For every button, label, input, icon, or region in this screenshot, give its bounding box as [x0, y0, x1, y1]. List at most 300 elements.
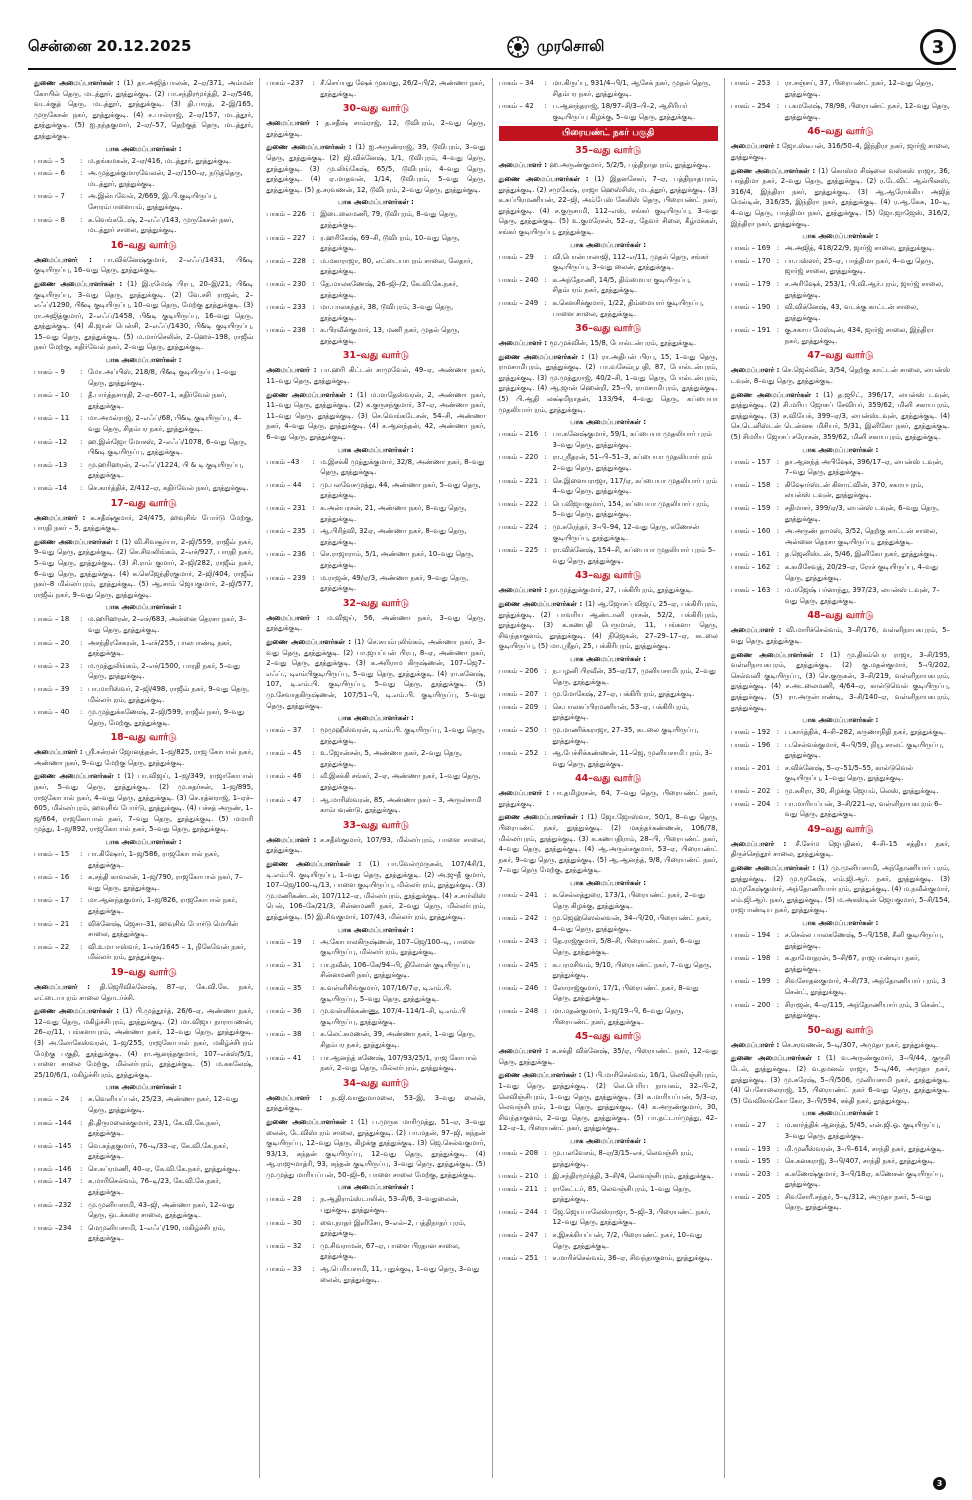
booth-member: ச.மாரிச்செல்வம், 36–ஏ, சிவந்தாகுளம், தூத்துக்குடி.	[552, 1254, 713, 1263]
member-paragraph: அமைப்பாளர் : வி.மாரிச்செல்வம், 3–சி/176, வள்ளிநாயகபுரம், 5–வது தெரு, தூத்துக்குடி.	[730, 626, 950, 645]
member-paragraph: அமைப்பாளர் : க.சதீஷ்குமார், 24/475, ஹவுசிங் போர்டு மேற்கு, பாரதி நகர் – 5, தூத்துக்குடி.	[34, 513, 254, 533]
colon: :	[312, 1053, 315, 1062]
booth-member: கு.சகாய மேஸ்டின், 434, ஜார்ஜ் சாலை, இந்திரா நகர், தூத்துக்குடி.	[784, 326, 934, 345]
booth-row	[266, 573, 485, 594]
colon: :	[776, 504, 780, 512]
booth-member: சிராஜன், 4–ஏ/115, அந்தோணியார்புரம், 3 சென்ட், தூத்துக்குடி.	[784, 1000, 945, 1020]
booth-number: பாகம் – 11	[34, 414, 70, 423]
booth-member: ப.கார்த்திக், 4–சி–282, கருணாநிதி நகர், தூத்துக்குடி.	[784, 728, 947, 737]
booth-member: வெ.கந்தகுமார், 76–டி/33–ஏ, கே.வி.கே.நகர், தூத்துக்குடி.	[88, 1141, 229, 1161]
colon: :	[544, 275, 547, 284]
booth-number: பாகம் – 190	[730, 303, 771, 312]
colon: :	[80, 156, 83, 165]
booth-row	[34, 684, 253, 705]
colon: :	[80, 684, 83, 693]
date-city: சென்னை 20.12.2025	[28, 37, 192, 55]
column-4	[725, 78, 956, 1478]
booth-member: சு.வெளியப்பன், 25/23, அண்ணா நகர், 12–வது தெரு, தூத்துக்குடி.	[88, 1095, 239, 1114]
subheading: பாக அமைப்பாளர்கள் :	[802, 232, 879, 241]
ward-heading: 45–வது வார்டு	[575, 1031, 642, 1043]
colon: :	[312, 937, 315, 946]
member-paragraph: துணை அமைப்பாளர்கள் : (1) இதனசேகர், 7–ஏ, பத்திநாதபுரம், தூத்துக்குடி. (2) சமுகேஷ், ராஜா ஹெஸ்சிஸ், மடத்தூர், தூத்துக்குடி. (3) க.சுப்பிரமணியன், 22–ஜி, அம்பேஸ் கேலிஸ் தெரு, பிரையண்ட் நகர், தூத்துக்குடி. (4) ச.குருசாமி, 112–எஸ், சங்கர் குடியிருப்பு, 3–வது தெரு, தூத்துக்குடி. (5) உ.குமரேசன், 52–ஏ, தேவர் சிலை, கீழ்மக்கள், சங்கர் குடியிருப்பு, தூத்துக்குடி.	[498, 174, 718, 236]
booth-number: பாகம் – 159	[730, 504, 771, 512]
subheading: பாக அமைப்பாளர்கள் :	[570, 879, 647, 888]
booth-number: பாகம் –234	[34, 1223, 72, 1232]
role-label: துணை அமைப்பாளர்கள் :	[730, 390, 824, 399]
booth-row	[266, 983, 485, 1004]
role-label: துணை அமைப்பாளர்கள் :	[266, 860, 370, 869]
booth-row	[731, 526, 950, 547]
colon: :	[544, 1207, 547, 1216]
colon: :	[312, 1265, 315, 1274]
member-paragraph: துணை அமைப்பாளர்கள் : (1) மு.முனியசாமி, அந்தோணியார் புரம், தூத்துக்குடி. (2) மு.மூகேஷ், எம்.ஜி.ஆர். நகர், தூத்துக்குடி. (3) ம.முகேஷ்குமார், அந்தோணியார்புரம், தூத்துக்குடி. (4) ம.நவீன்குமார், எம்.ஜி.ஆர். நகர், தூத்துக்குடி. (5) ம.அகஸ்டின் ஜெயகுமார், 5–சி/154, ராஜபாண்டிய நகர், தூத்துக்குடி.	[730, 864, 950, 915]
colon: :	[776, 550, 780, 559]
member-paragraph: அமைப்பாளர் : க.சக்தி விக்னேஷ், 35/ஏ, பிரையண்ட் நகர், 12–வது தெரு, தூத்துக்குடி.	[498, 1047, 718, 1066]
booth-row	[34, 367, 253, 388]
colon: :	[776, 527, 780, 536]
booth-number: பாகம் – 230	[266, 279, 306, 288]
booth-member: சு.மாரிசெல்வம், 76–டி/23, கே.வி.கே.நகர், தூத்துக்குடி.	[88, 1177, 222, 1197]
booth-number: பாகம் – 22	[34, 942, 70, 951]
booth-number: பாகம் –145	[34, 1141, 72, 1150]
booth-member: க.கௌசிக்குமார், 1/22, திம்மையார் குடியிருப்பு, பாளை சாலை, தூத்துக்குடி.	[552, 298, 704, 318]
booth-number: பாகம் – 208	[498, 1148, 539, 1157]
booth-number: பாகம் – 157	[730, 457, 771, 466]
booth-member: க.கமிசேவுத், 20/29–ஏ, ரோச் குடியிருப்பு, 4–வது தெரு, தூத்துக்குடி.	[784, 562, 938, 582]
colon: :	[776, 1000, 780, 1009]
colon: :	[80, 368, 83, 377]
booth-member: அ.கோபாலகிருஷ்ணன், 107–ஜெ/100–டி, பாளை குடியிருப்பு, மில்லர்புரம், தூத்துக்குடி.	[320, 937, 475, 957]
booth-member: ராகேட்டர், 85, லெவஞ்சிபுரம், 1–வது தெரு, தூத்துக்குடி.	[552, 1184, 692, 1204]
booth-member: மு.முனியசாமி, 43–ஜி, அண்ணா நகர், 12–வது தெரு, ஒடக்கரை சாலை, தூத்துக்குடி.	[88, 1200, 235, 1220]
booth-number: பாகம் – 250	[498, 725, 539, 734]
booth-number: பாகம் – 245	[498, 960, 539, 969]
booth-number: பாகம் –43	[266, 457, 300, 466]
booth-member: செ.சுப்ரமணி, 40–ஏ, கே.வி.கே.நகர், தூத்துக்குடி.	[88, 1164, 241, 1173]
booth-member: ரா.சஞ்சய், 37, பிரையண்ட் நகர், 12–வது தெரு, தூத்துக்குடி.	[784, 79, 934, 98]
booth-number: பாகம் – 205	[730, 1192, 771, 1201]
booth-row	[266, 457, 485, 478]
booth-row	[34, 168, 253, 189]
subheading: பாக அமைப்பாளர்கள் :	[802, 919, 879, 927]
subheading: பாக அமைப்பாளர்கள் :	[337, 925, 414, 934]
booth-row	[499, 1006, 718, 1027]
booth-number: பாகம் – 200	[730, 1000, 771, 1009]
booth-row	[34, 437, 253, 458]
subheading: பாக அமைப்பாளர்கள் :	[802, 716, 879, 725]
colon: :	[80, 169, 83, 178]
booth-row	[266, 795, 485, 816]
booth-number: பாகம் – 33	[266, 1265, 302, 1274]
booth-number: பாகம் – 249	[498, 298, 539, 307]
booth-number: பாகம் – 240	[498, 275, 539, 284]
booth-row	[266, 960, 485, 981]
booth-row	[499, 522, 718, 543]
member-paragraph: அமைப்பாளர் : ஸ்ரீ.சன்ரன் ஜோனத்தன், 1–ஜ/825, ராஜ கோபால் நகர், அண்ணா நகர், 9–வது மேற்கு தெரு, தூத்துக்குடி.	[34, 748, 254, 767]
booth-member: ம.ஹரிஹரன், 2–எச்/683, அன்னை தெரசா நகர், 3–வது தெரு, தூத்துக்குடி.	[88, 615, 247, 634]
booth-row	[731, 786, 950, 797]
booth-row	[34, 1223, 253, 1244]
booth-member: சிவசோதனகுமார், 4–சி/73, அந்தோணியார் புரம், 3 சென்ட், தூத்துக்குடி.	[784, 977, 946, 996]
booth-row	[34, 1164, 253, 1175]
booth-number: பாகம் – 161	[730, 550, 771, 559]
booth-row	[499, 1207, 718, 1228]
booth-member: பா.மாரிஸ்வர், 2–ஜி/498, ராஜீவ் நகர், 9–வது தெரு, மில்லர்புரம், தூத்துக்குடி.	[88, 684, 250, 704]
paper-name: முரசொலி	[536, 37, 605, 55]
booth-member: இ.சந்திரமூர்த்தி, 3–சி/4, லெவஞ்சிபுரம், தூத்துக்குடி.	[552, 1172, 714, 1181]
booth-row	[499, 890, 718, 911]
booth-number: பாகம் – 199	[730, 977, 771, 986]
role-label: அமைப்பாளர் :	[498, 1047, 552, 1056]
booth-member: ச.இசக்கியப்பன், 7/2, பிரையண்ட் நகர், 10–வது தெரு, தூத்துக்குடி.	[552, 1231, 703, 1250]
ward-heading: 36–வது வார்டு	[575, 323, 642, 335]
booth-number: பாகம் – 30	[266, 1218, 302, 1227]
booth-row	[731, 1120, 950, 1141]
booth-number: பாகம் – 225	[498, 546, 539, 555]
booth-member: மோ.அப்பிஸ், 218/8, பி&டி குடியிருப்பு 1–வது தெரு, தூத்துக்குடி.	[88, 368, 237, 387]
role-label: அமைப்பாளர் :	[34, 748, 86, 757]
colon: :	[776, 1121, 780, 1130]
booth-row	[731, 480, 950, 501]
booth-row	[731, 256, 950, 277]
member-paragraph: துணை அமைப்பாளர்கள் : (1) ஐ.அருண்ராஜ், 39, டூவிபுரம், 3–வது தெரு, தூத்துக்குடி. (2) ஜி.விக்னேஷ், 1/1, டூவிபுரம், 4–வது தெரு, தூத்துக்குடி. (3) மு.லிங்கேஷ், 65/5, டூவிபுரம், 4–வது தெரு, தூத்துக்குடி. (4) ஏ.மாதவன், 1/14, டூவிபுரம், 5–வது தெரு, தூத்துக்குடி. (5) த.சரவணன், 12, டூவிபுரம், 2–வது தெரு, தூத்துக்குடி.	[266, 143, 486, 194]
booth-member: ச.செல்ல பாலகணேஷ், 5–பி/158, சீனி குடியிருப்பு, தூத்துக்குடி.	[784, 931, 944, 950]
role-label: துணை அமைப்பாளர்கள் :	[498, 813, 588, 822]
booth-member: ம.தங்கமகன், 2–ஏ/416, மடத்தூர், தூத்துக்குடி.	[88, 156, 232, 165]
booth-member: ம.கார்த்திக் ஆனந்த், 5/45, என்.ஜி.ஓ. குடியிருப்பு, 3–வது தெரு, தூத்துக்குடி.	[784, 1121, 941, 1140]
colon: :	[80, 1200, 83, 1209]
member-paragraph: துணை அமைப்பாளர்கள் : (1) இ.ரமேஷ் பிரபு, 20–இ/21, பி&டி குடியிருப்பு, 3–வது தெரு, தூத்துக்குடி. (2) வே.சசி ராஜன், 2–எஃப்/1290, பி&டி குடியிருப்பு, 10–வது தெரு, மேற்கு தூத்துக்குடி. (3) ரா.அஜித்குமார், 2–எஃப்/1458, பி&டி குடியிருப்பு, 16–வது தெரு, தூத்துக்குடி. (4) கி.ஜான் பென்சி, 2–எஃப்/1430, பி&டி குடியிருப்பு, 15–வது தெரு, தூத்துக்குடி. (5) ம.மார்செலின், 2–ஹெச்–198, ராஜீவ் நகர் மேற்கு, கதிர்வேல் நகர், 2–வது தெரு, தூத்துக்குடி.	[34, 279, 254, 352]
colon: :	[776, 480, 780, 489]
booth-member: செ.இளையராஜா, 117/ஏ, கப்பையா முதலியார் புரம் 4–வது தெரு, தூத்துக்குடி.	[552, 476, 717, 496]
booth-member: ஆ.பேச்சிக்கண்ணன், 11–ஜெ, முனியசாமி புரம், 3–வது தெரு, தூத்துக்குடி.	[552, 749, 713, 768]
booth-number: பாகம் –237	[266, 79, 304, 87]
booth-member: லோராஜ்குமார், 17/1, பிரையண்ட் நகர், 8–வது தெரு, தூத்துக்குடி.	[552, 983, 699, 1003]
booth-member: ம.இசக்கி முத்துக்குமார், 32/8, அண்ணா நகர், 8–வது தெரு, தூத்துக்குடி.	[320, 457, 485, 477]
booth-number: பாகம் – 42	[498, 102, 534, 111]
booth-number: பாகம் – 24	[34, 1095, 70, 1104]
booth-number: பாகம் – 19	[266, 937, 302, 946]
booth-row	[499, 960, 718, 981]
colon: :	[80, 638, 83, 647]
colon: :	[776, 102, 780, 111]
booth-number: பாகம் – 210	[498, 1172, 539, 1181]
role-label: துணை அமைப்பாளர்கள் :	[498, 352, 589, 361]
ward-heading: 47–வது வார்டு	[807, 350, 874, 362]
booth-member: க.செல்லத்துரை, 173/1, பிரையண்ட் நகர், 2–வது தெரு கிழக்கு, தூத்துக்குடி.	[552, 891, 705, 910]
booth-member: பா.நவீன், 106–கே/94–பி, திலோன் குடியிருப்பு, சின்னமணி நகர், தூத்துக்குடி.	[320, 960, 471, 980]
booth-row	[499, 1230, 718, 1251]
booth-number: பாகம் – 222	[498, 499, 539, 508]
booth-row	[731, 953, 950, 974]
booth-member: ஆ.பெரியசாமி, 11, புதுக்குடி, 1–வது தெரு, 3–வது லைன், தூத்துக்குடி.	[320, 1265, 480, 1284]
booth-row	[499, 101, 718, 122]
colon: :	[544, 1148, 547, 1157]
booth-row	[34, 1176, 253, 1197]
colon: :	[80, 1223, 83, 1232]
colon: :	[544, 690, 547, 699]
booth-member: ர.ஹரிகேஷ், 69–சி, டூவிபுரம், 10–வது தெரு, தூத்துக்குடி.	[320, 233, 460, 253]
member-paragraph: துணை அமைப்பாளர்கள் : (1) வ.அருண்குமார், 3–பி/44, குருசி டேல், தூத்துக்குடி. (2) வ.தமனவ் ராஜா, 5–டி/46, அமுதா நகர், தூத்துக்குடி. (3) மு.சுரேஷ், 5–பி/506, முனியசாமி நகர், தூத்துக்குடி. (4) பெசோலைராஜ், 15, பிரையண்ட் நகர் 6–வது தெரு, தூத்துக்குடி. (5) வேவிளங்கோ கோ, 3–பி/594, சக்தி நகர், தூத்துக்குடி.	[730, 1054, 950, 1105]
booth-row	[34, 390, 253, 411]
ward-heading: 19–வது வார்டு	[110, 966, 177, 978]
member-paragraph: துணை அமைப்பாளர்கள் : (1) பா.விஜய், 1–ஜ/349, ராஜாகோபால் நகர், 5–வது தெரு, தூத்துக்குடி. (2) மு.சுதர்சன், 1–ஜ/895, ராஜகோபால் நகர், 4–வது தெரு, தூத்துக்குடி. (3) செ.ரத்னராஜ், 1–ஏச்–605, மில்லர்புரம், ஹவுசிங் போர்டு, தூத்துக்குடி. (4) பச்சத் அருண், 1–ஜ/664, ராஜகோபால் நகர், 7–வது தெரு, தூத்துக்குடி. (5) மமாரி முத்து, 1–ஜ/892, ராஜகோபால் நகர், 5–வது தெரு, தூத்துக்குடி.	[34, 772, 254, 834]
colon: :	[544, 960, 547, 969]
booth-number: பாகம் – 34	[498, 79, 534, 87]
booth-number: பாகம் – 202	[730, 787, 771, 796]
booth-row	[731, 1156, 950, 1167]
member-paragraph: துணை அமைப்பாளர்கள் : (1) மு.திகம்பெர ராஜா, 3–சி/195, வள்ளிநாயகபுரம், தூத்துக்குடி. (2) கு.மதன்குமார், 5–பி/202, செல்வனி குடியிருப்பு, (3) செ.குருகன், 3–சி/219, வள்ளிநாயகபுரம், தூத்துக்குடி. (4) ச.அடலைமணி, 4/64–ஏ, கால்டுவெல் குடியிருப்பு, தூத்துக்குடி. (5) ரா.அருள்பாண்டி, 3–சி/140–ஏ, வள்ளிநாயகபுரம், தூத்துக்குடி.	[730, 650, 950, 712]
booth-number: பாகம் – 216	[498, 430, 539, 439]
booth-row	[266, 325, 485, 346]
ward-heading: 31–வது வார்டு	[342, 350, 409, 362]
booth-member: மு.மாணிக்கராஜா, 27–35, சுடலை குடியிருப்பு, தூத்துக்குடி.	[552, 725, 699, 745]
role-label: அமைப்பாளர் :	[266, 1093, 332, 1102]
booth-member: செ.கனகராஜ், 3–பி/407, சாந்தி நகர், தூத்துக்குடி.	[784, 1157, 936, 1166]
booth-member: ரா.விக்னேஷ், 154–சி, கப்பையா முதலியார் புரம் 5–வது தெரு, தூத்துக்குடி.	[552, 546, 716, 565]
booth-number: பாகம் – 17	[34, 896, 70, 905]
booth-row	[266, 1241, 485, 1262]
booth-row	[731, 562, 950, 583]
booth-row	[499, 666, 718, 687]
booth-member: மா.ஆனந்தகுமார், 1–ஜ/826, ராஜகோபால் நகர், தூத்துக்குடி.	[88, 896, 238, 915]
booth-member: த.ஜெனிஸ்டன், 5/46, இனிகோ நகர், தூத்துக்குடி.	[784, 550, 938, 559]
colon: :	[80, 484, 83, 492]
booth-row	[34, 872, 253, 893]
booth-row	[266, 1006, 485, 1027]
role-label: துணை அமைப்பாளர்கள் :	[730, 1054, 826, 1063]
booth-member: க.லெட்சுமணன், 39, அண்ணா நகர், 1–வது தெரு, சிதம்பர நகர், தூத்துக்குடி.	[320, 1030, 476, 1049]
colon: :	[776, 562, 780, 571]
booth-number: பாகம் – 233	[266, 303, 306, 312]
booth-number: பாகம் – 169	[730, 244, 771, 253]
booth-number: பாகம் –147	[34, 1177, 72, 1186]
booth-member: ச.அரிஷேக், 253/1, பி.வி.ஆர்.புரம், ஜார்ஜ் சாலை, தூத்துக்குடி.	[784, 279, 944, 299]
booth-member: ம.முத்துலிங்கம், 2–எச்/1500, பாரதி நகர், 5–வது தெரு, தூத்துக்குடி.	[88, 661, 240, 681]
colon: :	[312, 256, 315, 265]
member-paragraph: அமைப்பாளர் : நா.முத்துக்குமார், 27, பக்கிரிபுரம், தூத்துக்குடி.	[498, 586, 694, 595]
colon: :	[80, 1095, 83, 1104]
booth-number: பாகம் – 221	[498, 476, 539, 485]
colon: :	[312, 573, 315, 582]
booth-number: பாகம் – 242	[498, 914, 539, 923]
booth-row	[34, 895, 253, 916]
member-paragraph: அமைப்பாளர் : ச.சதீஸ்குமார், 107/93, மில்லர்புரம், பாளை சாலை, தூத்துக்குடி.	[266, 835, 486, 855]
booth-number: பாகம் – 18	[34, 615, 70, 624]
role-label: துணை அமைப்பாளர்கள் :	[266, 637, 355, 646]
booth-row	[499, 452, 718, 473]
booth-number: பாகம் – 15	[34, 850, 70, 859]
role-label: அமைப்பாளர் :	[34, 255, 104, 264]
role-label: அமைப்பாளர் :	[266, 613, 328, 622]
booth-number: பாகம் –12	[34, 437, 68, 446]
colon: :	[80, 192, 83, 201]
ward-heading: 49–வது வார்டு	[807, 823, 874, 835]
booth-row	[499, 1148, 718, 1169]
ward-heading: 32–வது வார்டு	[342, 597, 409, 609]
booth-member: மு.முத்துக்கணேஷ், 2–ஜி/599, ராஜீவ் நகர், 9–வது தெரு, மேற்கு, தூத்துக்குடி.	[88, 708, 245, 727]
subheading: பாக அமைப்பாளர்கள் :	[570, 240, 647, 249]
booth-number: பாகம் – 39	[34, 684, 70, 693]
booth-member: ரா.ஸ்ரீதரன், 51–பி–51–3, கப்பையா முதலியார்புரம் 2–வது தெரு, தூத்துக்குடி.	[552, 453, 713, 473]
colon: :	[544, 102, 547, 111]
member-paragraph: துணை அமைப்பாளர்கள் : (1) பி.முத்தூர்த், 26/6–ஏ, அண்ணா நகர், 12–வது தெரு, மகிழ்ச்சிபுரம், தூத்துக்குடி. (2) மா.விஜய நாராயணன், 26–ஏ/11, பங்களாபுரம், அண்ணா நகர், 12–வது தெரு, தூத்துக்குடி. (3) அ.லோகேஸ்வரன், 1–ஜ/255, ராஜகோபால் நகர், மகிழ்ச்சிபுரம் மேற்கு பகுதி, தூத்துக்குடி. (4) ரா.ஆனந்தகுமார், 107–எக்ஸ்/5/1, பாளை சாலை மேற்கு, மில்லர்புரம், தூத்துக்குடி. (5) ம.சுகலேஷ், 25/10/6/1, மகிழ்ச்சிபுரம், தூத்துக்குடி.	[34, 1007, 254, 1079]
subheading: பாக அமைப்பாளர்கள் :	[337, 714, 414, 723]
subheading: பாக அமைப்பாளர்கள் :	[570, 1136, 647, 1145]
booth-number: பாகம் – 16	[34, 873, 70, 882]
booth-number: பாகம் –144	[34, 1118, 72, 1127]
booth-row	[499, 702, 718, 723]
booth-number: பாகம் – 44	[266, 480, 302, 489]
booth-member: அ.அருண் தாமஸ், 3/52, தெற்கு காட்டன் சாலை, அன்னை தெரசா குடியிருப்பு, தூத்துக்குடி.	[784, 527, 938, 546]
colon: :	[544, 523, 547, 531]
subheading: பாக அமைப்பாளர்கள் :	[802, 445, 879, 454]
booth-member: மா.மதன்குமார், 1–ஜ/19–பி, 6–வது தெரு, பிரையண்ட் நகர், தூத்துக்குடி.	[552, 1006, 684, 1026]
booth-number: பாகம் – 235	[266, 527, 306, 536]
colon: :	[544, 1231, 547, 1240]
booth-row	[499, 983, 718, 1004]
booth-number: பாகம் – 201	[730, 763, 771, 772]
booth-row	[266, 549, 485, 570]
role-label: துணை அமைப்பாளர்கள் :	[266, 390, 357, 399]
booth-number: பாகம் – 46	[266, 772, 302, 781]
booth-row	[34, 707, 253, 728]
footer-page-number: 3	[933, 1477, 946, 1490]
ward-heading: 46–வது வார்டு	[807, 126, 874, 138]
subheading: பாக அமைப்பாளர்கள் :	[105, 838, 182, 847]
booth-member: க.வெங்கடேஷ், 2–எஃப்/143, முருகேசன் நகர், மடத்தூர் சாலை, தூத்துக்குடி.	[88, 215, 234, 235]
colon: :	[776, 279, 780, 288]
member-paragraph: அமைப்பாளர் : ஜோ.ஸ்டீபன், 316/50–4, இந்திரா நகர், ஜார்ஜ் சாலை, தூத்துக்குடி.	[730, 142, 951, 161]
role-label: அமைப்பாளர் :	[730, 626, 786, 635]
booth-member: க.கணேஷ்குமார், 3–பி/18ஏ, கணேசன் குடியிருப்பு, தூத்துக்குடி.	[784, 1169, 944, 1189]
booth-number: பாகம் – 244	[498, 1207, 539, 1216]
booth-member: ம.மகாராஜா, 80, எட்டையாபுரம் சாலை, லேதார், தூத்துக்குடி.	[320, 256, 473, 276]
subheading: பாக அமைப்பாளர்கள் :	[337, 1183, 414, 1192]
colon: :	[80, 1164, 83, 1173]
role-label: அமைப்பாளர் :	[266, 835, 321, 844]
booth-row	[731, 976, 950, 997]
colon: :	[544, 1254, 547, 1263]
booth-row	[266, 302, 485, 323]
booth-number: பாகம் – 8	[34, 215, 65, 224]
booth-number: பாகம் – 192	[730, 728, 771, 737]
booth-member: மு.மோகேஷ், 27–ஏ, பக்கிரிபுரம், தூத்துக்குடி.	[552, 690, 695, 699]
booth-row	[499, 1253, 718, 1264]
member-paragraph: துணை அமைப்பாளர்கள் : (1) தா.அஜித்பாலன், 2–ஏ/371, அம்மன் கோயில் தெரு, மடத்தூர், தூத்துக்குடி. (2) பா.சந்திரமூர்த்தி, 2–ஏ/546, வடக்குத் தெரு, மடத்தூர், தூத்துக்குடி. (3) தி.பாரத், 2–இ/165, முருகேசன் நகர், தூத்துக்குடி. (4) ச.பால்ராஜ், 2–ஏ/157, மடத்தூர், தூத்துக்குடி. (5) ஐ.நந்தகுமார், 2–ஏ/–57, தெற்குத் தெரு, மடத்தூர், தூத்துக்குடி.	[34, 79, 254, 140]
role-label: துணை அமைப்பாளர்கள் :	[498, 174, 595, 183]
booth-row	[34, 1118, 253, 1139]
colon: :	[776, 457, 780, 466]
booth-number: பாகம் – 226	[266, 210, 306, 219]
booth-member: விக்னேஷ், ஜெசா–31, ஹவுசிங் போர்டு மெயின் சாலை, தூத்துக்குடி.	[88, 919, 238, 939]
booth-row	[266, 937, 485, 958]
booth-row	[499, 913, 718, 934]
booth-row	[266, 526, 485, 547]
role-label: துணை அமைப்பாளர்கள் :	[34, 537, 122, 546]
role-label: துணை அமைப்பாளர்கள் :	[730, 650, 831, 659]
booth-member: க.அந்தோணி, 14/5, திம்மையா குடியிருப்பு, சிதம்பரம் நகர், தூத்துக்குடி.	[552, 275, 692, 295]
colon: :	[544, 891, 547, 900]
member-paragraph: அமைப்பாளர் : பா.ஹரி கிட்டன் சாமுவேல், 49–ஏ, அண்ணா நகர், 11–வது தெரு, தூத்துக்குடி.	[266, 366, 486, 386]
colon: :	[776, 728, 780, 737]
colon: :	[80, 708, 83, 717]
member-paragraph: அமைப்பாளர் : ஹ.அருண்குமார், 5/2/5, பத்திநாதபுரம், தூத்துக்குடி.	[498, 161, 711, 170]
subheading: பாக அமைப்பாளர்கள் :	[105, 356, 182, 365]
colon: :	[312, 504, 315, 512]
ward-heading: 34–வது வார்டு	[342, 1077, 409, 1089]
booth-row	[34, 614, 253, 635]
paper-title	[507, 36, 605, 58]
booth-member: ந.பழனி பிரவீன், 35–ஏ/17, முனியசாமிபுரம், 2–வது தெரு, தூத்துக்குடி.	[552, 666, 716, 686]
colon: :	[312, 726, 315, 735]
member-paragraph: துணை அமைப்பாளர்கள் : (1) பி.மாரிசெல்வம், 16/1, லெவிஞ்சிபுரம், 1–வது தெரு, தூத்துக்குடி. (2) லெ.பெரிய நாயகம், 32–பி–2, லெவிஞ்சிபுரம், 1–வது தெரு, தூத்துக்குடி. (3) க.மாரியப்பன், 5/3–ஏ, லெவஞ்சிபுரம், 1–வது தெரு, தூத்துக்குடி. (4) க.அருண்குமார், 30, சிவந்தாகுளம், 2–வது தெரு, தூத்துக்குடி. (5) பா.தட்டார்முத்து, 42–12–ஏ–1, பிரையண்ட் நகர், தூத்துக்குடி.	[498, 1071, 718, 1133]
colon: :	[312, 527, 315, 536]
booth-number: பாகம் –232	[34, 1200, 72, 1209]
booth-row	[34, 942, 253, 963]
booth-row	[266, 748, 485, 769]
booth-member: செ.பாலசுப்பிரமணியன், 53–ஏ, பக்கிரிபுரம், தூத்துக்குடி.	[552, 702, 690, 722]
booth-row	[731, 549, 950, 560]
colon: :	[312, 1241, 315, 1250]
booth-member: மு.ஜெஹ்ஸெல்லவன், 34–பி/20, பிரையண்ட் நகர், 4–வது தெரு, தூத்துக்குடி.	[552, 914, 712, 933]
booth-member: தீ.பார்த்தசாரதி, 2–ஏ–607–1, கதிர்வேல் நகர், தூத்துக்குடி.	[88, 391, 227, 410]
booth-number: பாகம் – 158	[730, 480, 771, 489]
booth-member: தா.ஆனந்த் அபிஷேக், 396/17–ஏ, லயன்ஸ் டவுன், 7–வது தெரு, தூத்துக்குடி.	[784, 457, 944, 477]
booth-number: பாகம் – 191	[730, 326, 771, 335]
booth-row	[266, 209, 485, 230]
booth-row	[34, 413, 253, 434]
member-paragraph: துணை அமைப்பாளர்கள் : (1) ஜோ.ஜோஸ்வா, 50/1, 8–வது தெரு, பிரையண்ட் நகர், தூத்துக்குடி. (2) மகந்தர்கண்ணன், 106/78, மில்லர்புரம், தூத்துக்குடி. (3) க.கணபதிராம், 28–பி, பிரையண்ட் நகர், 4–வது தெரு, தூத்துக்குடி. (4) ஆ.அருள்சகுமார், 53–ஏ, பிரையண்ட் நகர், 9–வது தெரு, தூத்துக்குடி. (5) ஆ.ஆனந்த், 9/8, பிரையண்ட் நகர், 7–வது தெரு மேற்கு, தூத்துக்குடி.	[498, 813, 718, 875]
booth-row	[266, 1194, 485, 1215]
column-2	[260, 78, 492, 1478]
booth-row	[731, 1169, 950, 1190]
booth-member: க.வள்ளிசிங்குமார், 107/16/7ஏ, டி.எம்.பி. குடியிருப்பு, 5–வது தெரு, தூத்துக்குடி.	[320, 983, 452, 1003]
colon: :	[312, 983, 315, 992]
member-paragraph: அமைப்பாளர் : பா.விக்னேஷ்குமார், 2–எஃப்/1431, பி&டி குடியிருப்பு, 16–வது தெரு, தூத்துக்குடி.	[34, 255, 254, 275]
member-paragraph: அமைப்பாளர் : மூ.முக்வின், 15/8, போல்டன்புரம், தூத்துக்குடி.	[498, 339, 697, 348]
booth-number: பாகம் – 238	[266, 326, 306, 335]
booth-row	[499, 429, 718, 450]
colon: :	[776, 1157, 780, 1166]
role-label: அமைப்பாளர் :	[34, 513, 91, 522]
colon: :	[544, 252, 547, 261]
colon: :	[80, 414, 83, 423]
article-columns	[28, 78, 956, 1478]
booth-member: மு.ஹரிஹரன், 2–எஃப்/1224, பி & டி குடியிருப்பு, தூத்துக்குடி.	[88, 460, 244, 480]
member-paragraph: அமைப்பாளர் : ந.ஜி.வானுமாமலை, 53–இ, 3–வது லைன், தூத்துக்குடி.	[266, 1093, 486, 1113]
member-paragraph: துணை அமைப்பாளர்கள் : (1) த.ஜூட், 396/17, லயன்ஸ் டவுன், தூத்துக்குடி. (2) சி.மரிய ஜோசப் சேவியர், 359/62, மினி சகாயபுரம், தூத்துக்குடி. (3) ச.வியேக், 399–ஏ/3, லயன்ஸ்டவுன், தூத்துக்குடி. (4) செ.டெனிஸ்டன் டென்னசு மிசியர், 5/31, இனிகோ நகர், தூத்துக்குடி. (5) சிமரிய ஜோசப் சரோசன், 359/62, மினி சகாயபுரம், தூத்துக்குடி.	[730, 390, 950, 442]
role-label: அமைப்பாளர் :	[730, 1040, 782, 1049]
page-number-badge: 3	[920, 29, 956, 65]
booth-number: பாகம் – 20	[34, 638, 70, 647]
booth-member: இடைலைமணி, 79, டூவிபுரம், 8–வது தெரு, தூத்துக்குடி.	[320, 210, 458, 229]
ward-heading: 50–வது வார்டு	[807, 1024, 874, 1036]
booth-member: பா.கனேஷ்குமார், 59/1, கப்பையா முதலியார் புரம் 3–வது தெரு, தூத்துக்குடி.	[552, 430, 712, 449]
colon: :	[80, 615, 83, 624]
ward-heading: 35–வது வார்டு	[575, 145, 642, 157]
booth-row	[266, 1218, 485, 1239]
colon: :	[80, 437, 83, 446]
booth-row	[266, 771, 485, 792]
booth-member: மா.அமல்ராஜ், 2–எஃப்/68, பி&டி குடியிருப்பு, 4–வது தெரு, சிதம்பர நகர், தூத்துக்குடி.	[88, 414, 242, 434]
colon: :	[544, 1184, 547, 1193]
booth-row	[731, 585, 950, 606]
colon: :	[776, 763, 780, 772]
colon: :	[312, 279, 315, 288]
booth-member: செ.ராஜாராம், 5/1, அண்ணா நகர், 10–வது தெரு, தூத்துக்குடி.	[320, 550, 474, 569]
role-label: அமைப்பாளர் :	[730, 142, 782, 151]
